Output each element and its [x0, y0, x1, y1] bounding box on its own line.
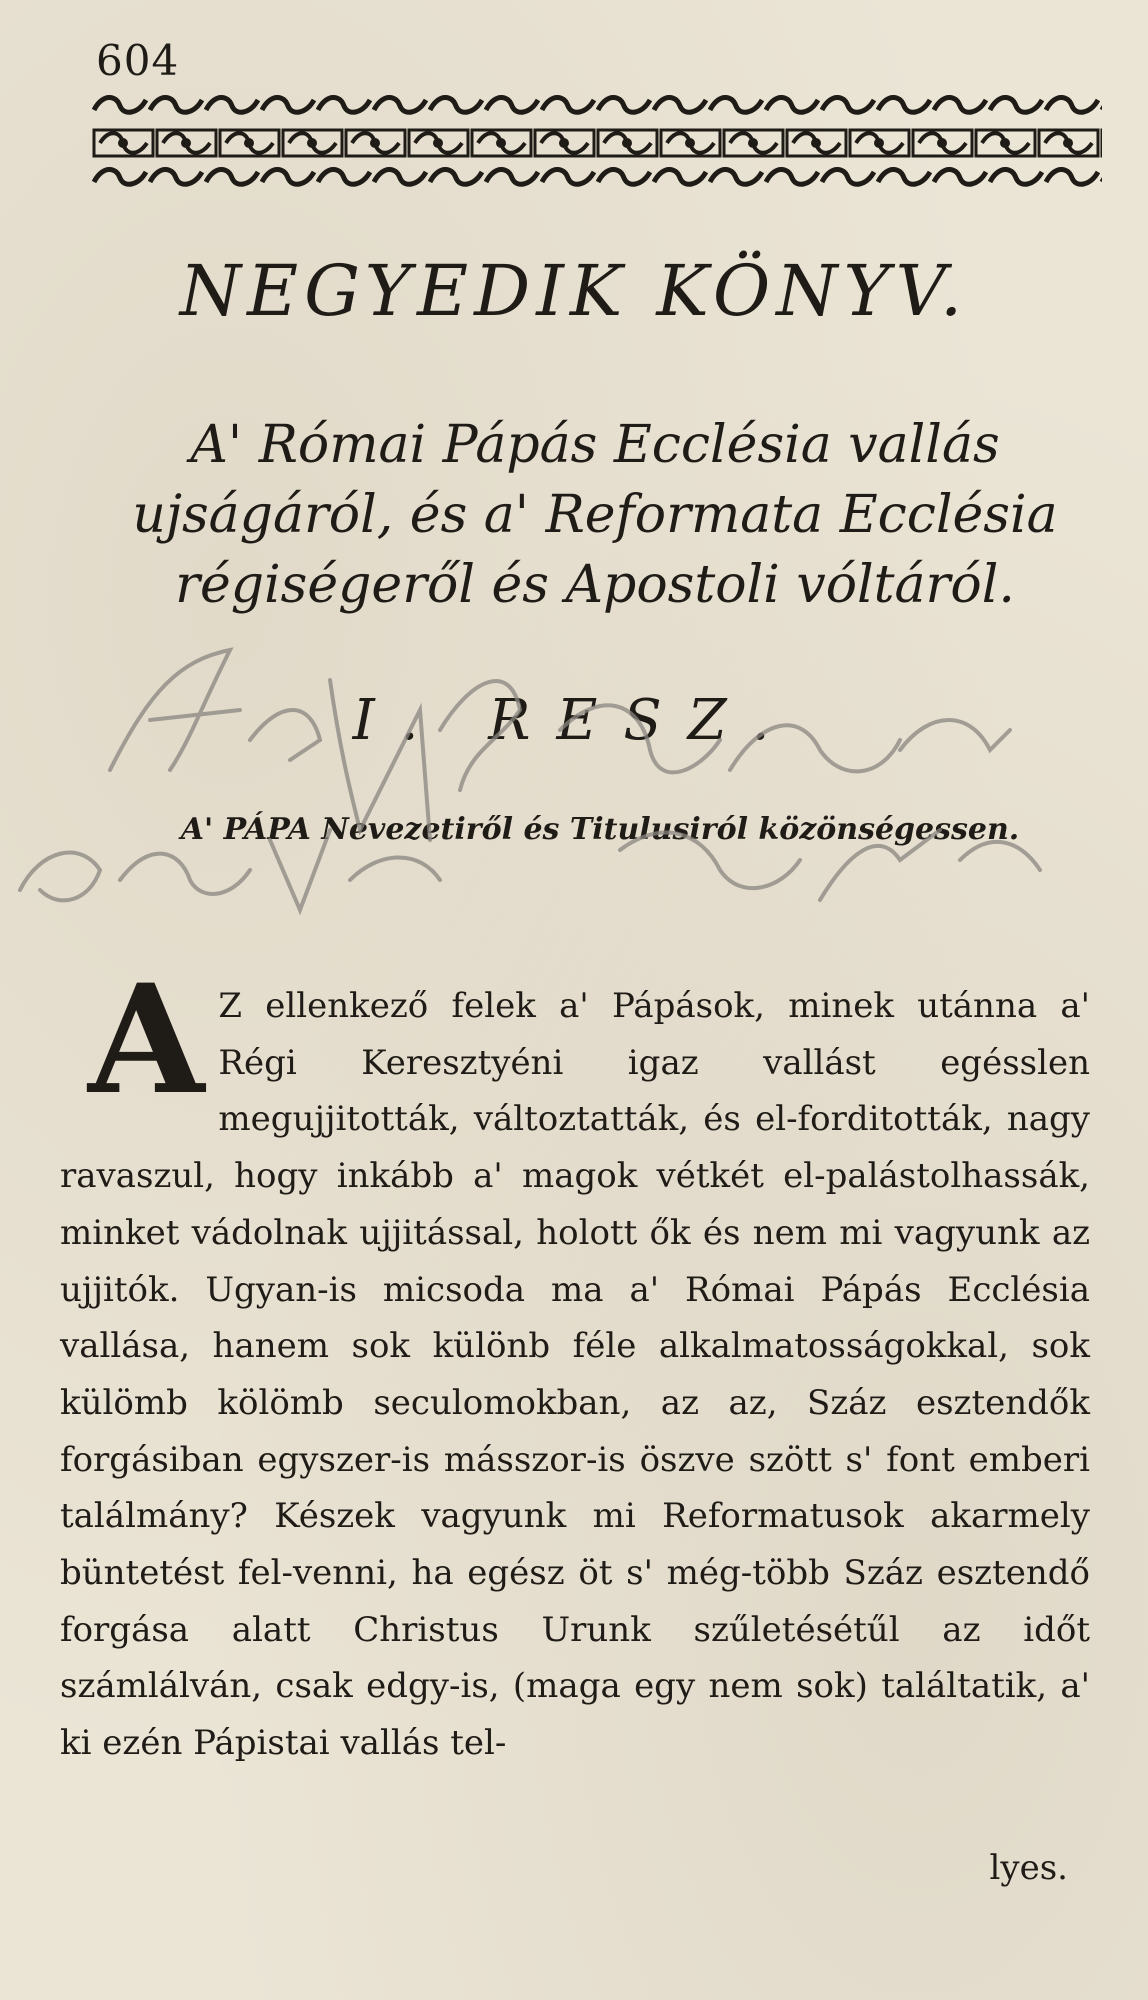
- ornamental-border: [92, 92, 1102, 192]
- drop-cap: A: [88, 952, 205, 1128]
- pencil-scribble: [0, 600, 1148, 960]
- part-heading: I. RESZ.: [352, 688, 796, 753]
- chapter-subtitle: A' Római Pápás Ecclésia vallás ujságáról, és a' Reformata Ecclésia régiségeről és Apostoli vóltáról.: [132, 415, 1058, 615]
- body-paragraph: Z ellenkező felek a' Pápások, minek utánna a' Régi Keresztyéni igaz vallást egésslen megujjitották, változtatták, és el-forditották, nagy ravaszul, hogy inkább a' magok vétkét el-palástolhassák, minket vádolnak ujjitással, holott ők és nem mi vagyunk az ujjitók. Ugyan-is micsoda ma a' Római Pápás Ecclésia vallása, hanem sok különb féle alkalmatosságokkal, sok külömb kölömb seculomokban, az az, Száz esztendők forgásiban egyszer-is másszor-is öszve szött s' font emberi találmány? Készek vagyunk mi Reformatusok akarmely büntetést fel-venni, ha egész öt s' még-több Száz esztendő forgása alatt Christus Urunk szűletésétűl az időt számlálván, csak edgy-is, (maga egy nem sok) találtatik, a' ki ezén Pápistai vallás tel-: [60, 986, 1090, 1764]
- catchword: lyes.: [989, 1848, 1068, 1888]
- body-text: [60, 952, 1090, 1772]
- book-title: NEGYEDIK KÖNYV.: [179, 250, 969, 332]
- section-heading: A' PÁPA Nevezetiről és Titulusiról közönségessen.: [180, 812, 1020, 847]
- page-number: 604: [96, 36, 180, 85]
